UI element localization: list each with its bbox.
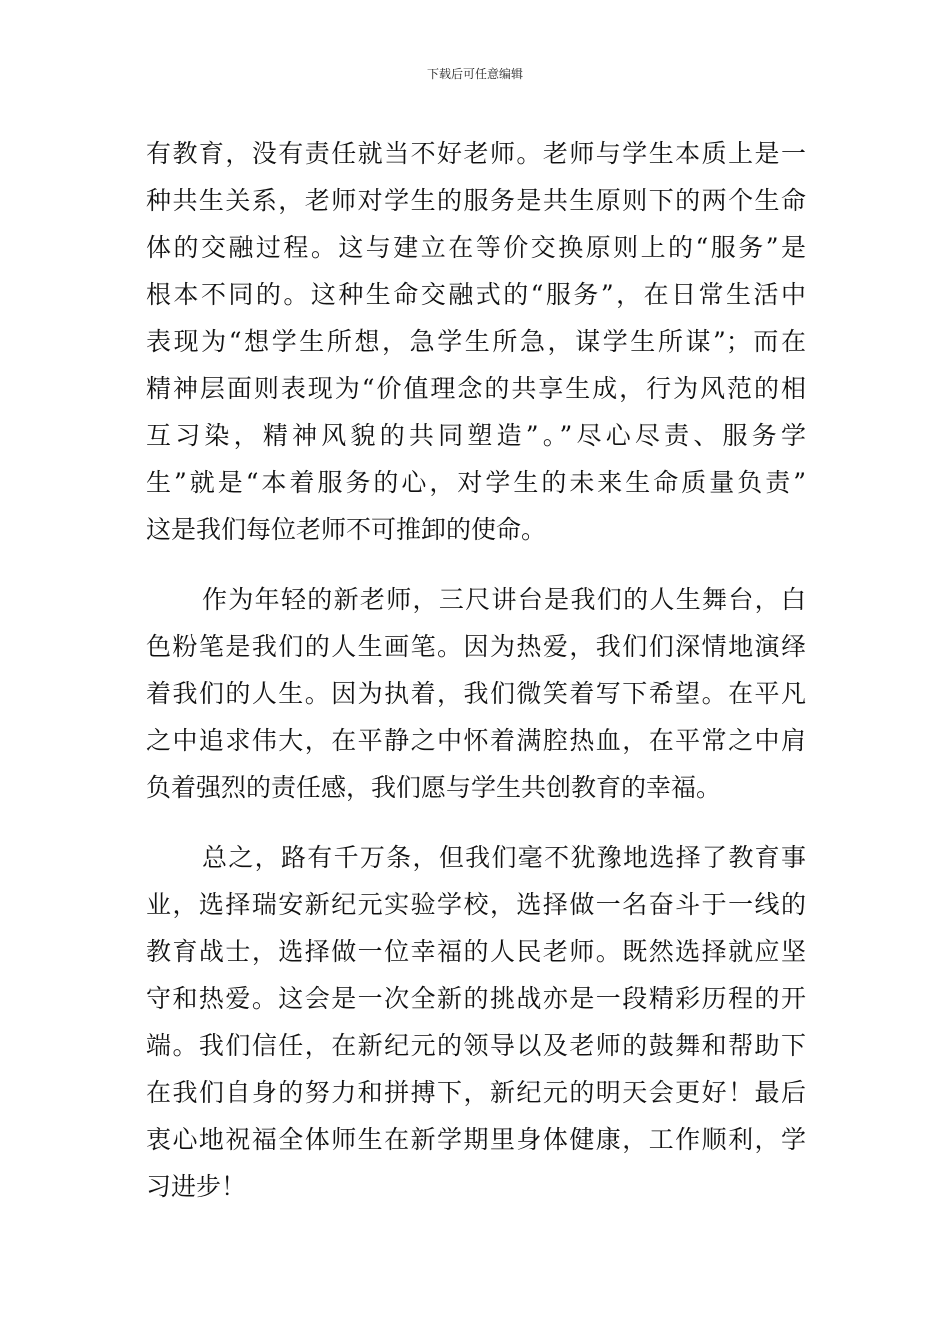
text-line: 体的交融过程。这与建立在等价交换原则上的“服务”是 bbox=[146, 233, 806, 262]
text-line: 衷心地祝福全体师生在新学期里身体健康，工作顺利，学 bbox=[146, 1125, 806, 1154]
text-line: 守和热爱。这会是一次全新的挑战亦是一段精彩历程的开 bbox=[146, 984, 806, 1013]
text-line: 着我们的人生。因为执着，我们微笑着写下希望。在平凡 bbox=[146, 679, 806, 708]
text-line: 生”就是“本着服务的心，对学生的未来生命质量负责” bbox=[146, 468, 806, 497]
text-line: 作为年轻的新老师，三尺讲台是我们的人生舞台，白 bbox=[202, 585, 806, 614]
text-line: 色粉笔是我们的人生画笔。因为热爱，我们们深情地演绎 bbox=[146, 632, 806, 661]
text-line: 在我们自身的努力和拼搏下，新纪元的明天会更好！最后 bbox=[146, 1078, 806, 1107]
text-line: 精神层面则表现为“价值理念的共享生成，行为风范的相 bbox=[146, 374, 806, 403]
text-line: 互习染，精神风貌的共同塑造”。”尽心尽责、服务学 bbox=[146, 421, 806, 450]
text-line: 端。我们信任，在新纪元的领导以及老师的鼓舞和帮助下 bbox=[146, 1031, 806, 1060]
text-line: 之中追求伟大，在平静之中怀着满腔热血，在平常之中肩 bbox=[146, 726, 806, 755]
text-line: 表现为“想学生所想，急学生所急，谋学生所谋”；而在 bbox=[146, 327, 806, 356]
text-line: 习进步！ bbox=[146, 1172, 247, 1201]
text-line: 业，选择瑞安新纪元实验学校，选择做一名奋斗于一线的 bbox=[146, 890, 806, 919]
text-line: 总之，路有千万条，但我们毫不犹豫地选择了教育事 bbox=[202, 843, 806, 872]
text-line: 种共生关系，老师对学生的服务是共生原则下的两个生命 bbox=[146, 186, 806, 215]
text-line: 教育战士，选择做一位幸福的人民老师。既然选择就应坚 bbox=[146, 937, 806, 966]
text-line: 根本不同的。这种生命交融式的“服务”，在日常生活中 bbox=[146, 280, 806, 309]
text-line: 有教育，没有责任就当不好老师。老师与学生本质上是一 bbox=[146, 139, 806, 168]
page-header: 下载后可任意编辑 bbox=[426, 67, 523, 81]
text-line: 这是我们每位老师不可推卸的使命。 bbox=[146, 515, 547, 544]
text-line: 负着强烈的责任感，我们愿与学生共创教育的幸福。 bbox=[146, 773, 722, 802]
